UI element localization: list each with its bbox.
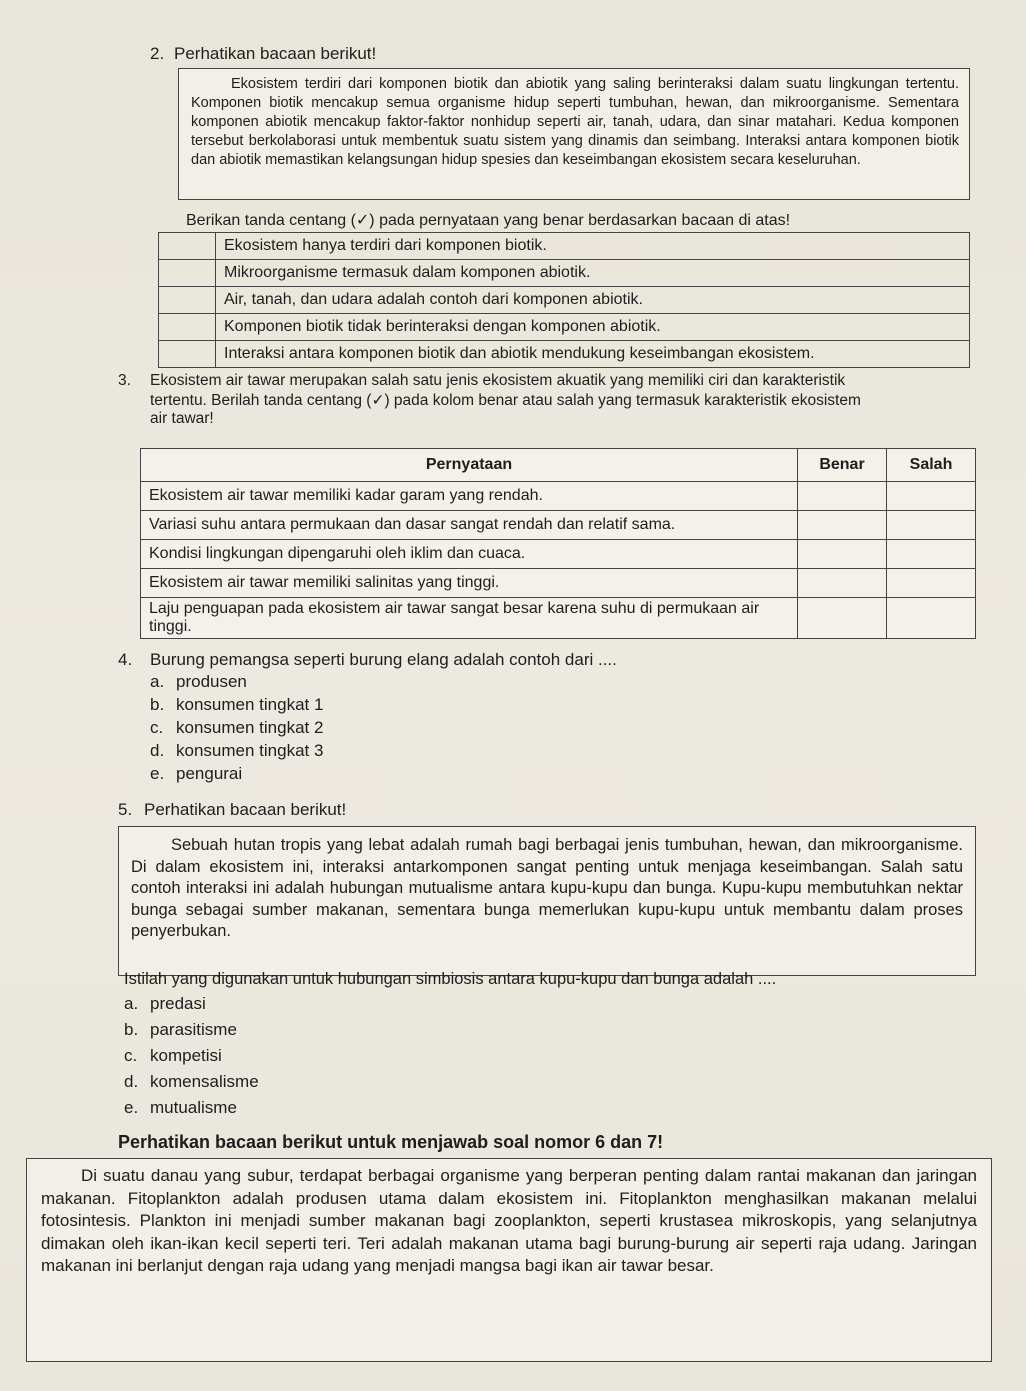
q5-option[interactable] (124, 1072, 259, 1092)
q3-table (140, 448, 976, 639)
q5-option-letter: b. (124, 1020, 139, 1039)
q4-option-text: konsumen tingkat 3 (176, 741, 324, 760)
q4-option[interactable] (150, 764, 242, 784)
q2-checkbox-cell[interactable] (159, 260, 216, 287)
q3-false-cell[interactable] (887, 482, 976, 511)
q3-text-line2: tertentu. Berilah tanda centang (✓) pada kolom benar atau salah yang termasuk karakteristik ekosistem (150, 392, 861, 409)
q3-table-row (141, 569, 976, 598)
q2-statement-row (159, 260, 970, 287)
q4-number: 4. (118, 650, 133, 669)
q3-true-cell[interactable] (798, 482, 887, 511)
q2-checkbox-cell[interactable] (159, 233, 216, 260)
q5-option[interactable] (124, 994, 206, 1014)
q5-question: Istilah yang digunakan untuk hubungan simbiosis antara kupu-kupu dan bunga adalah .... (124, 970, 777, 988)
q4-option-letter: e. (150, 764, 165, 783)
q4-option-text: konsumen tingkat 2 (176, 718, 324, 737)
q4-option[interactable] (150, 718, 323, 738)
q5-option[interactable] (124, 1098, 237, 1118)
q2-instruction: Berikan tanda centang (✓) pada pernyataan yang benar berdasarkan bacaan di atas! (186, 212, 791, 229)
q3-text-line1: Ekosistem air tawar merupakan salah satu jenis ekosistem akuatik yang memiliki ciri dan karakteristik (150, 372, 846, 389)
q67-heading: Perhatikan bacaan berikut untuk menjawab soal nomor 6 dan 7! (118, 1132, 664, 1152)
q2-statement-row (159, 233, 970, 260)
q3-table-row (141, 540, 976, 569)
q2-passage: Ekosistem terdiri dari komponen biotik dan abiotik yang saling berinteraksi dalam suatu lingkungan tertentu. Komponen biotik mencakup semua organisme hidup seperti tumbuhan, hewan, dan mikroorganisme. Sementara komponen abiotik mencakup faktor-faktor nonhidup seperti air, tanah, udara, dan sinar matahari. Kedua komponen tersebut berkolaborasi untuk membentuk suatu sistem yang dinamis dan seimbang. Interaksi antara komponen biotik dan abiotik memastikan kelangsungan hidup spesies dan keseimbangan ekosistem secara keseluruhan. (191, 76, 959, 168)
q5-option-letter: d. (124, 1072, 139, 1091)
q2-statement-row (159, 314, 970, 341)
q4-option-letter: c. (150, 718, 164, 737)
q3-table-row (141, 598, 976, 639)
q2-passage-box (178, 68, 970, 200)
q4-option-letter: d. (150, 741, 165, 760)
q5-option-letter: e. (124, 1098, 139, 1117)
q3-false-cell[interactable] (887, 598, 976, 639)
q2-checkbox-cell[interactable] (159, 314, 216, 341)
q5-option[interactable] (124, 1020, 237, 1040)
q3-true-cell[interactable] (798, 540, 887, 569)
q3-number: 3. (118, 372, 131, 389)
q2-statement-table (158, 232, 970, 368)
q5-option-text: mutualisme (150, 1098, 237, 1117)
q4-line (118, 650, 617, 670)
q3-statement-text: Ekosistem air tawar memiliki kadar garam yang rendah. (141, 482, 798, 511)
q3-statement-text: Laju penguapan pada ekosistem air tawar sangat besar karena suhu di permukaan air tinggi. (141, 598, 798, 639)
q67-passage: Di suatu danau yang subur, terdapat berbagai organisme yang berperan penting dalam rantai makanan dan jaringan makanan. Fitoplankton adalah produsen utama dalam ekosistem ini. Fitoplankton menghasilkan makanan melalui fotosintesis. Plankton ini menjadi sumber makanan bagi zooplankton, seperti krustasea mikroskopis, yang selanjutnya dimakan oleh ikan-ikan kecil seperti teri. Teri adalah makanan utama bagi burung-burung air seperti raja udang. Jaringan makanan ini berlanjut dengan raja udang yang menjadi mangsa bagi ikan air tawar besar. (41, 1166, 977, 1275)
q5-option-text: predasi (150, 994, 206, 1013)
q2-statement-text: Komponen biotik tidak berinteraksi dengan komponen abiotik. (216, 314, 970, 341)
q5-passage: Sebuah hutan tropis yang lebat adalah rumah bagi berbagai jenis tumbuhan, hewan, dan mikroorganisme. Di dalam ekosistem ini, interaksi antarkomponen sangat penting untuk menjaga keseimbangan. Salah satu contoh interaksi ini adalah hubungan mutualisme antara kupu-kupu dan bunga. Kupu-kupu membutuhkan nektar bunga sebagai sumber makanan, sementara bunga memerlukan kupu-kupu untuk membantu dalam proses penyerbukan. (131, 836, 963, 940)
q3-false-cell[interactable] (887, 540, 976, 569)
q4-option[interactable] (150, 695, 323, 715)
q3-header-false: Salah (887, 449, 976, 482)
q2-statement-text: Interaksi antara komponen biotik dan abiotik mendukung keseimbangan ekosistem. (216, 341, 970, 368)
q2-statement-text: Mikroorganisme termasuk dalam komponen abiotik. (216, 260, 970, 287)
q3-table-row (141, 482, 976, 511)
q4-option-text: konsumen tingkat 1 (176, 695, 324, 714)
q2-statement-text: Ekosistem hanya terdiri dari komponen biotik. (216, 233, 970, 260)
q5-passage-box (118, 826, 976, 976)
q3-true-cell[interactable] (798, 569, 887, 598)
q2-heading (150, 44, 376, 64)
q5-line (118, 800, 346, 820)
q2-number: 2. (150, 44, 165, 63)
q5-option-text: kompetisi (150, 1046, 222, 1065)
q3-header-statement: Pernyataan (141, 449, 798, 482)
q2-prompt: Perhatikan bacaan berikut! (174, 44, 377, 63)
q3-true-cell[interactable] (798, 598, 887, 639)
q5-option-letter: a. (124, 994, 139, 1013)
q3-table-row (141, 511, 976, 540)
q5-number: 5. (118, 800, 133, 819)
q3-statement-text: Variasi suhu antara permukaan dan dasar sangat rendah dan relatif sama. (141, 511, 798, 540)
q4-option-letter: b. (150, 695, 165, 714)
q3-line1 (118, 372, 845, 390)
q4-option-text: pengurai (176, 764, 243, 783)
q5-prompt: Perhatikan bacaan berikut! (144, 800, 347, 819)
q4-option[interactable] (150, 672, 247, 692)
q5-option[interactable] (124, 1046, 222, 1066)
q3-statement-text: Ekosistem air tawar memiliki salinitas yang tinggi. (141, 569, 798, 598)
q5-option-text: parasitisme (150, 1020, 237, 1039)
q5-option-text: komensalisme (150, 1072, 259, 1091)
q3-text-line3: air tawar! (150, 410, 214, 427)
q4-option[interactable] (150, 741, 323, 761)
q3-statement-text: Kondisi lingkungan dipengaruhi oleh iklim dan cuaca. (141, 540, 798, 569)
q4-text: Burung pemangsa seperti burung elang adalah contoh dari .... (150, 650, 617, 669)
q5-option-letter: c. (124, 1046, 138, 1065)
q3-false-cell[interactable] (887, 511, 976, 540)
q4-option-letter: a. (150, 672, 165, 691)
q2-checkbox-cell[interactable] (159, 341, 216, 368)
q2-statement-row (159, 341, 970, 368)
q4-option-text: produsen (176, 672, 247, 691)
q3-false-cell[interactable] (887, 569, 976, 598)
q3-true-cell[interactable] (798, 511, 887, 540)
q67-passage-box (26, 1158, 992, 1362)
q2-statement-row (159, 287, 970, 314)
q2-checkbox-cell[interactable] (159, 287, 216, 314)
q2-statement-text: Air, tanah, dan udara adalah contoh dari komponen abiotik. (216, 287, 970, 314)
q3-header-true: Benar (798, 449, 887, 482)
